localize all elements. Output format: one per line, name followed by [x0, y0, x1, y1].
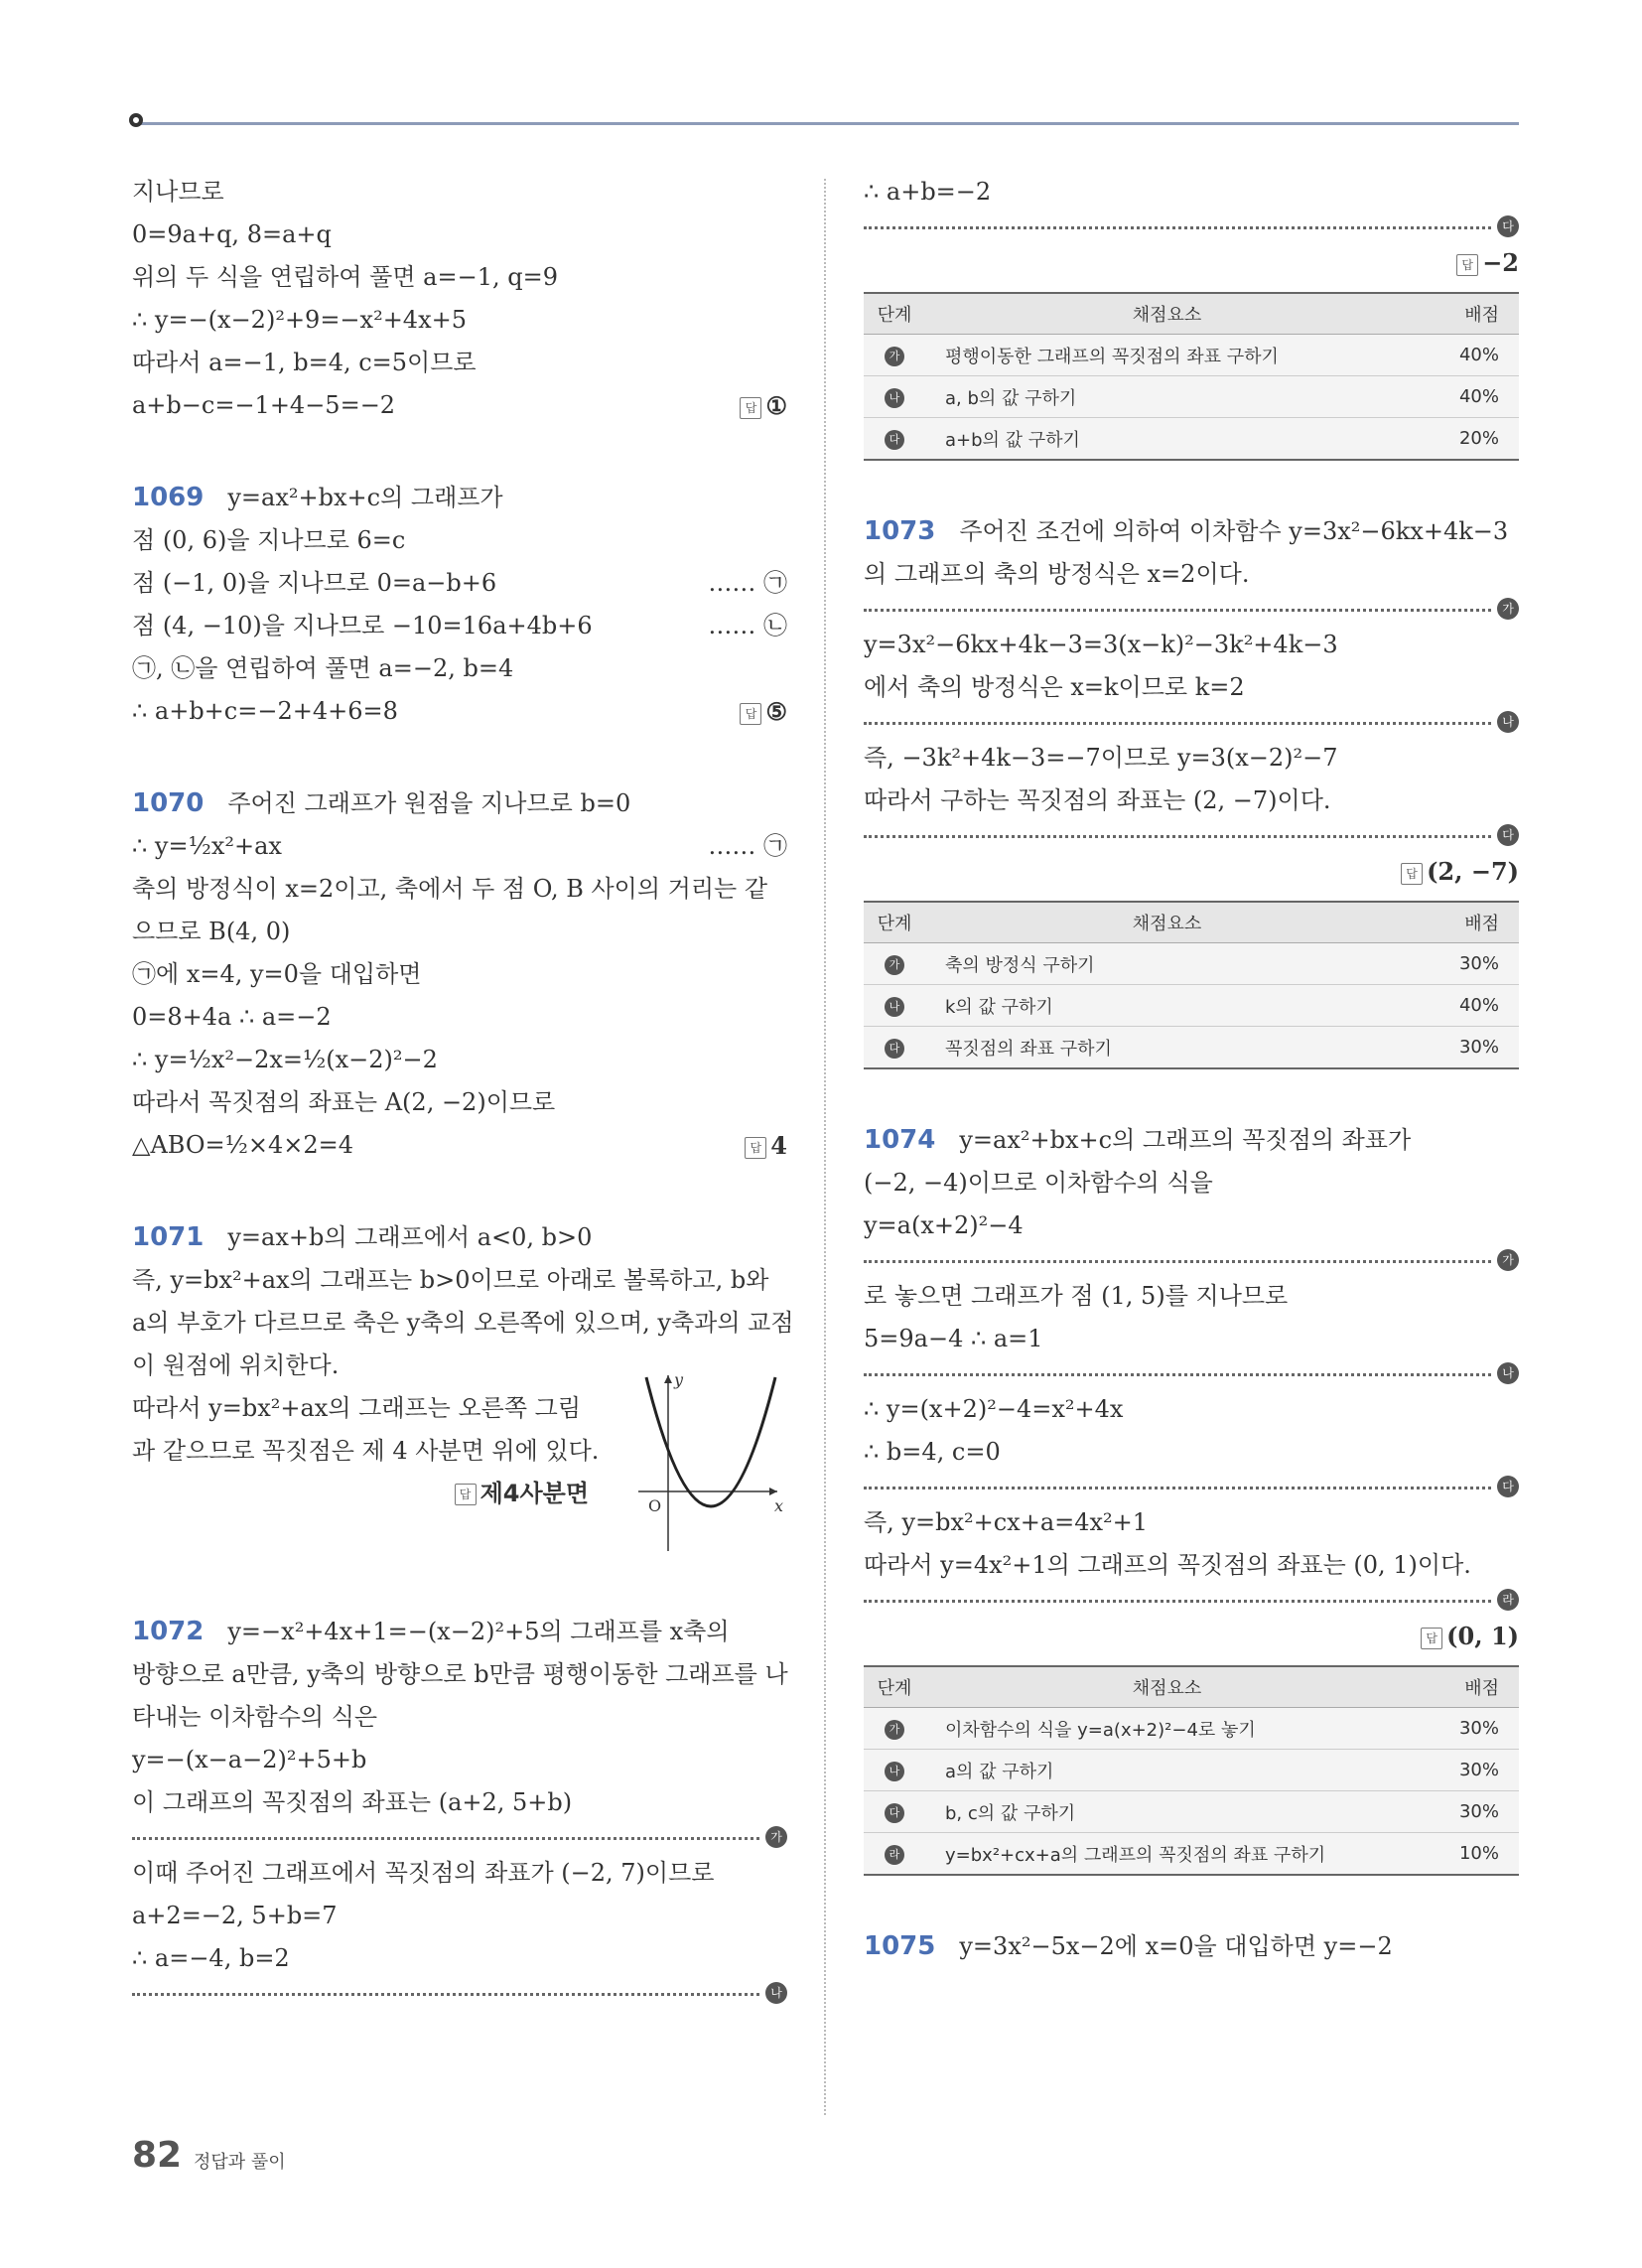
table-row: 나 k의 값 구하기 40% [864, 985, 1519, 1027]
table-row: 다 a+b의 값 구하기 20% [864, 418, 1519, 461]
answer-badge: 답 ⑤ [740, 690, 787, 733]
table-row: 가 평행이동한 그래프의 꼭짓점의 좌표 구하기 40% [864, 335, 1519, 376]
answer-badge: 답 제4사분면 [455, 1473, 589, 1515]
step-separator: 가 [132, 1824, 787, 1852]
problem-number: 1069 [132, 483, 205, 512]
answer-badge: 답 (0, 1) [1421, 1615, 1519, 1657]
problem-1074: 1074 y=ax²+bx+c의 그래프의 꼭짓점의 좌표가 (−2, −4)이므로 이차함수의 식을 y=a(x+2)²−4 가 로 놓으면 그래프가 점 (1, 5)를 지나므로 5=9a−4 ∴ a=1 나 ∴ y=(x+2)²−4=x²+4x ∴ b=4, c=0 다 즉, y=bx²+cx+a=4x²+1 따라서 y=4x²+1의 그래프의 꼭짓점의 좌표는 (0, 1)이다. 라 답 (0, 1) 단계 채점요소 배점 가 이차함수의 식을 y=a(x+2)²−4로 놓기 30% 나 a의 값 구하기 30% 다 b, c의 값 구하기 30% 라 y=bx²+cx+a의 그래프의 꼭짓점의 좌표 구하기 10% [864, 1119, 1519, 1876]
problem-number: 1075 [864, 1931, 936, 1961]
header-rule [139, 122, 1519, 125]
step-separator: 나 [132, 1980, 787, 2008]
step-separator: 라 [864, 1587, 1519, 1615]
problem-number: 1070 [132, 788, 205, 818]
step-separator: 나 [864, 709, 1519, 737]
scoring-table: 단계 채점요소 배점 가 이차함수의 식을 y=a(x+2)²−4로 놓기 30% 나 a의 값 구하기 30% 다 b, c의 값 구하기 30% 라 y=bx²+cx+a의 그래프의 꼭짓점의 좌표 구하기 10% [864, 1665, 1519, 1876]
origin-label: O [648, 1496, 662, 1515]
step-separator: 가 [864, 596, 1519, 624]
step-separator: 나 [864, 1360, 1519, 1388]
y-axis-label: y [674, 1370, 684, 1389]
footer-label: 정답과 풀이 [194, 2152, 286, 2173]
answer-badge: 답 (2, −7) [1401, 850, 1519, 893]
answer-badge: 답 4 [745, 1124, 787, 1167]
problem-1072-continued: ∴ a+b=−2 다 답 −2 단계 채점요소 배점 가 평행이동한 그래프의 꼭짓점의 좌표 구하기 40% 나 a, b의 값 구하기 40% 다 a+b의 값 구하기 20% [864, 171, 1519, 461]
header-dot [129, 113, 143, 127]
problem-number: 1071 [132, 1222, 205, 1252]
step-separator: 다 [864, 822, 1519, 850]
problem-number: 1073 [864, 516, 936, 546]
scoring-table: 단계 채점요소 배점 가 평행이동한 그래프의 꼭짓점의 좌표 구하기 40% 나 a, b의 값 구하기 40% 다 a+b의 값 구하기 20% [864, 292, 1519, 461]
page-number: 82 [132, 2135, 183, 2176]
scoring-table: 단계 채점요소 배점 가 축의 방정식 구하기 30% 나 k의 값 구하기 40% 다 꼭짓점의 좌표 구하기 30% [864, 901, 1519, 1069]
column-divider [824, 179, 826, 2115]
problem-1070: 1070 주어진 그래프가 원점을 지나므로 b=0 ∴ y=½x²+ax …… ㉠ 축의 방정식이 x=2이고, 축에서 두 점 O, B 사이의 거리는 같 으므로 B(4, 0) ㉠에 x=4, y=0을 대입하면 0=8+4a ∴ a=−2 ∴ y=½x²−2x=½(x−2)²−2 따라서 꼭짓점의 좌표는 A(2, −2)이므로 △ABO=½×4×2=4 답 4 [132, 782, 787, 1167]
table-row: 가 축의 방정식 구하기 30% [864, 943, 1519, 985]
table-row: 라 y=bx²+cx+a의 그래프의 꼭짓점의 좌표 구하기 10% [864, 1833, 1519, 1876]
left-column [132, 171, 794, 2008]
step-separator: 가 [864, 1247, 1519, 1275]
table-row: 나 a, b의 값 구하기 40% [864, 376, 1519, 418]
problem-number: 1072 [132, 1617, 205, 1646]
table-row: 가 이차함수의 식을 y=a(x+2)²−4로 놓기 30% [864, 1708, 1519, 1750]
problem-1071: 1071 y=ax+b의 그래프에서 a<0, b>0 즉, y=bx²+ax의 그래프는 b>0이므로 아래로 볼록하고, b와 a의 부호가 다르므로 축은 y축의 오른쪽에 있으며, y축과의 교점 이 원점에 위치한다. 따라서 y=bx²+ax의 그래프는 오른쪽 그림 과 같으므로 꼭짓점은 제 4 사분면 위에 있다. 답 제4사분면 y x O [132, 1216, 787, 1586]
x-axis-label: x [774, 1496, 784, 1515]
parabola-graph [628, 1367, 787, 1556]
problem-1072: 1072 y=−x²+4x+1=−(x−2)²+5의 그래프를 x축의 방향으로 a만큼, y축의 방향으로 b만큼 평행이동한 그래프를 나 타내는 이차함수의 식은 y=−(x−a−2)²+5+b 이 그래프의 꼭짓점의 좌표는 (a+2, 5+b) 가 이때 주어진 그래프에서 꼭짓점의 좌표가 (−2, 7)이므로 a+2=−2, 5+b=7 ∴ a=−4, b=2 나 [132, 1611, 787, 2008]
table-row: 다 b, c의 값 구하기 30% [864, 1791, 1519, 1833]
answer-badge: 답 −2 [1456, 241, 1519, 284]
problem-1075: 1075 y=3x²−5x−2에 x=0을 대입하면 y=−2 [864, 1931, 1393, 1961]
table-row: 다 꼭짓점의 좌표 구하기 30% [864, 1027, 1519, 1069]
problem-1073: 1073 주어진 조건에 의하여 이차함수 y=3x²−6kx+4k−3 의 그래프의 축의 방정식은 x=2이다. 가 y=3x²−6kx+4k−3=3(x−k)²−3k²+4k−3 에서 축의 방정식은 x=k이므로 k=2 나 즉, −3k²+4k−3=−7이므로 y=3(x−2)²−7 따라서 구하는 꼭짓점의 좌표는 (2, −7)이다. 다 답 (2, −7) 단계 채점요소 배점 가 축의 방정식 구하기 30% 나 k의 값 구하기 40% 다 꼭짓점의 좌표 구하기 30% [864, 510, 1519, 1069]
problem-1069: 1069 y=ax²+bx+c의 그래프가 점 (0, 6)을 지나므로 6=c 점 (−1, 0)을 지나므로 0=a−b+6 …… ㉠ 점 (4, −10)을 지나므로 −10=16a+4b+6 …… ㉡ ㉠, ㉡을 연립하여 풀면 a=−2, b=4 ∴ a+b+c=−2+4+6=8 답 ⑤ [132, 477, 787, 733]
step-separator: 다 [864, 213, 1519, 241]
block0: 지나므로 0=9a+q, 8=a+q 위의 두 식을 연립하여 풀면 a=−1, q=9 ∴ y=−(x−2)²+9=−x²+4x+5 따라서 a=−1, b=4, c=5이므로 a+b−c=−1+4−5=−2 답 ① [132, 171, 787, 427]
problem-number: 1074 [864, 1125, 936, 1155]
right-column [864, 171, 1519, 1968]
answer-badge: 답 ① [740, 384, 787, 427]
step-separator: 다 [864, 1474, 1519, 1501]
table-row: 나 a의 값 구하기 30% [864, 1750, 1519, 1791]
